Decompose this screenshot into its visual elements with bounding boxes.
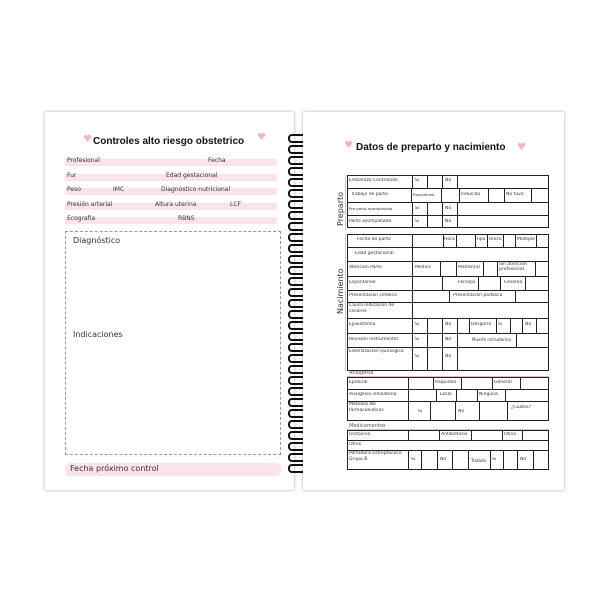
revision-instrumental-label: Revisión instrumental bbox=[349, 337, 398, 342]
heart-icon: ♥ bbox=[83, 134, 92, 145]
si-option[interactable]: Si bbox=[415, 206, 420, 211]
pre-parto-acompanada-label: Pre parto acompañada bbox=[349, 206, 393, 211]
si-option[interactable]: Si bbox=[415, 322, 420, 327]
presentacion-podalica-option[interactable]: Presentación podálica bbox=[453, 293, 503, 298]
preparto-label: Preparto bbox=[336, 191, 345, 226]
cesarea-option[interactable]: Cesárea bbox=[504, 280, 523, 285]
desgarro-label: Desgarro bbox=[471, 322, 492, 327]
presion-arterial-label: Presión arterial bbox=[67, 201, 113, 208]
muerte-intrauterina-label: Muerte intrauterina bbox=[472, 337, 512, 342]
presentacion-cefalica-option[interactable]: Presentación cefálica bbox=[349, 293, 397, 298]
heart-icon: ♥ bbox=[257, 132, 266, 143]
fecha-de-parto-label: Fecha de parto bbox=[357, 237, 391, 242]
general-option[interactable]: General bbox=[494, 380, 512, 385]
cuales-label: ¿Cuáles? bbox=[511, 405, 531, 410]
profesional-label: Profesional bbox=[67, 157, 100, 164]
no-option[interactable]: No bbox=[445, 206, 452, 211]
antibioticos-option[interactable]: Antibióticos bbox=[441, 432, 468, 437]
hora-label: Hora bbox=[444, 237, 455, 242]
metodos-no-farmacoeuticos-label: Métodos No farmacoeuticos bbox=[349, 402, 384, 413]
preparto-divider bbox=[345, 175, 346, 230]
analgesia-section-label: Analgesia bbox=[349, 370, 374, 376]
si-option[interactable]: Si bbox=[415, 337, 420, 342]
epidural-option[interactable]: Epidural bbox=[349, 380, 368, 385]
no-option[interactable]: No bbox=[520, 457, 527, 462]
otros-option[interactable]: Otros bbox=[504, 432, 517, 437]
esterilizacion-quirurgica-label: Esterilización Quirúrgica bbox=[349, 349, 404, 354]
lcf-label: LCF bbox=[230, 201, 241, 208]
no-option[interactable]: No bbox=[445, 219, 452, 224]
nacimiento-label: Nacimiento bbox=[336, 268, 345, 314]
heart-icon: ♥ bbox=[517, 142, 526, 153]
atencion-parto-label: Atención Parto bbox=[349, 265, 382, 270]
notes-dashed-box[interactable] bbox=[65, 231, 281, 455]
inducido-option[interactable]: Inducido bbox=[461, 192, 481, 197]
no-option[interactable]: No bbox=[445, 354, 452, 359]
portadora-estreptococo-label: Portadora Estreptococo Grupo B bbox=[349, 451, 402, 462]
page-title: Datos de preparto y nacimiento bbox=[356, 142, 506, 153]
diagnostico-label: Diagnóstico bbox=[73, 236, 121, 245]
causa-cesarea-label: Causa indicación de cesárea bbox=[349, 303, 395, 314]
no-option[interactable]: No bbox=[445, 178, 452, 183]
raquidea-option[interactable]: Raquidea bbox=[435, 380, 457, 385]
no-option[interactable]: No bbox=[440, 457, 447, 462]
left-notebook-page bbox=[45, 112, 294, 490]
matron-option[interactable]: Matrón(a) bbox=[458, 265, 481, 270]
diagnostico-nutricional-label: Diagnóstico nutricional bbox=[161, 186, 231, 193]
medico-option[interactable]: Medico bbox=[415, 265, 431, 270]
si-option[interactable]: Si bbox=[492, 457, 497, 462]
no-tuvo-option[interactable]: No tuvo bbox=[506, 192, 524, 197]
rbns-label: RBNS bbox=[178, 215, 195, 222]
ninguna-option[interactable]: Ninguna bbox=[479, 392, 498, 397]
ecografia-label: Ecografia bbox=[67, 215, 96, 222]
right-notebook-page bbox=[303, 112, 564, 490]
embarazo-controlado-label: Embarazo Controlado bbox=[349, 178, 398, 183]
si-option[interactable]: Si bbox=[415, 354, 420, 359]
indicaciones-label: Indicaciones bbox=[73, 330, 123, 339]
no-option[interactable]: No bbox=[445, 322, 452, 327]
si-option[interactable]: Si bbox=[415, 178, 420, 183]
fecha-proximo-control-label: Fecha próximo control bbox=[70, 464, 159, 473]
si-option[interactable]: Si bbox=[411, 457, 416, 462]
si-option[interactable]: Si bbox=[418, 409, 423, 414]
trabajo-de-parto-label: Trabajo de parto bbox=[351, 192, 388, 197]
nacimiento-divider bbox=[345, 234, 346, 371]
multiple-option[interactable]: Múltiple bbox=[517, 237, 535, 242]
edad-gestacional-label: Edad gestacional bbox=[355, 251, 394, 256]
tipo-label: Tipo bbox=[476, 237, 486, 242]
espontaneo-option[interactable]: Espontáneo bbox=[349, 280, 376, 285]
row-underline bbox=[65, 217, 277, 224]
imc-label: IMC bbox=[113, 186, 125, 193]
medicamentos-section-label: Medicamentos bbox=[349, 423, 386, 429]
otros-label: Otros bbox=[349, 442, 362, 447]
forceps-option[interactable]: Fórceps bbox=[458, 280, 476, 285]
peso-label: Peso bbox=[67, 186, 81, 193]
si-option[interactable]: Si bbox=[498, 322, 503, 327]
page-title: Controles alto riesgo obstetrico bbox=[93, 136, 245, 147]
heart-icon: ♥ bbox=[344, 140, 353, 151]
ocitocina-option[interactable]: Ocitocina bbox=[349, 432, 371, 437]
local-option[interactable]: Local bbox=[440, 392, 452, 397]
fecha-label: Fecha bbox=[208, 157, 226, 164]
no-option[interactable]: No bbox=[525, 322, 532, 327]
altura-uterina-label: Altura uterina bbox=[155, 201, 197, 208]
parto-acompanada-label: Parto acompañada bbox=[349, 219, 392, 224]
sin-atencion-profesional-option[interactable]: Sin atención profesional bbox=[499, 262, 527, 272]
fur-label: Fur bbox=[67, 172, 77, 179]
episiotomia-label: Episiotomía bbox=[349, 322, 376, 327]
si-option[interactable]: Si bbox=[415, 219, 420, 224]
no-option[interactable]: No bbox=[445, 337, 452, 342]
tratada-label: Tratada bbox=[471, 458, 486, 463]
no-option[interactable]: No bbox=[458, 409, 465, 414]
unico-option[interactable]: Único bbox=[489, 237, 502, 242]
analgesia-inhalatoria-option[interactable]: Analgesia inhalatoria bbox=[349, 392, 397, 397]
espontaneo-option[interactable]: Espontaneo bbox=[413, 193, 435, 197]
edad-gestacional-label: Edad gestacional bbox=[166, 172, 218, 179]
